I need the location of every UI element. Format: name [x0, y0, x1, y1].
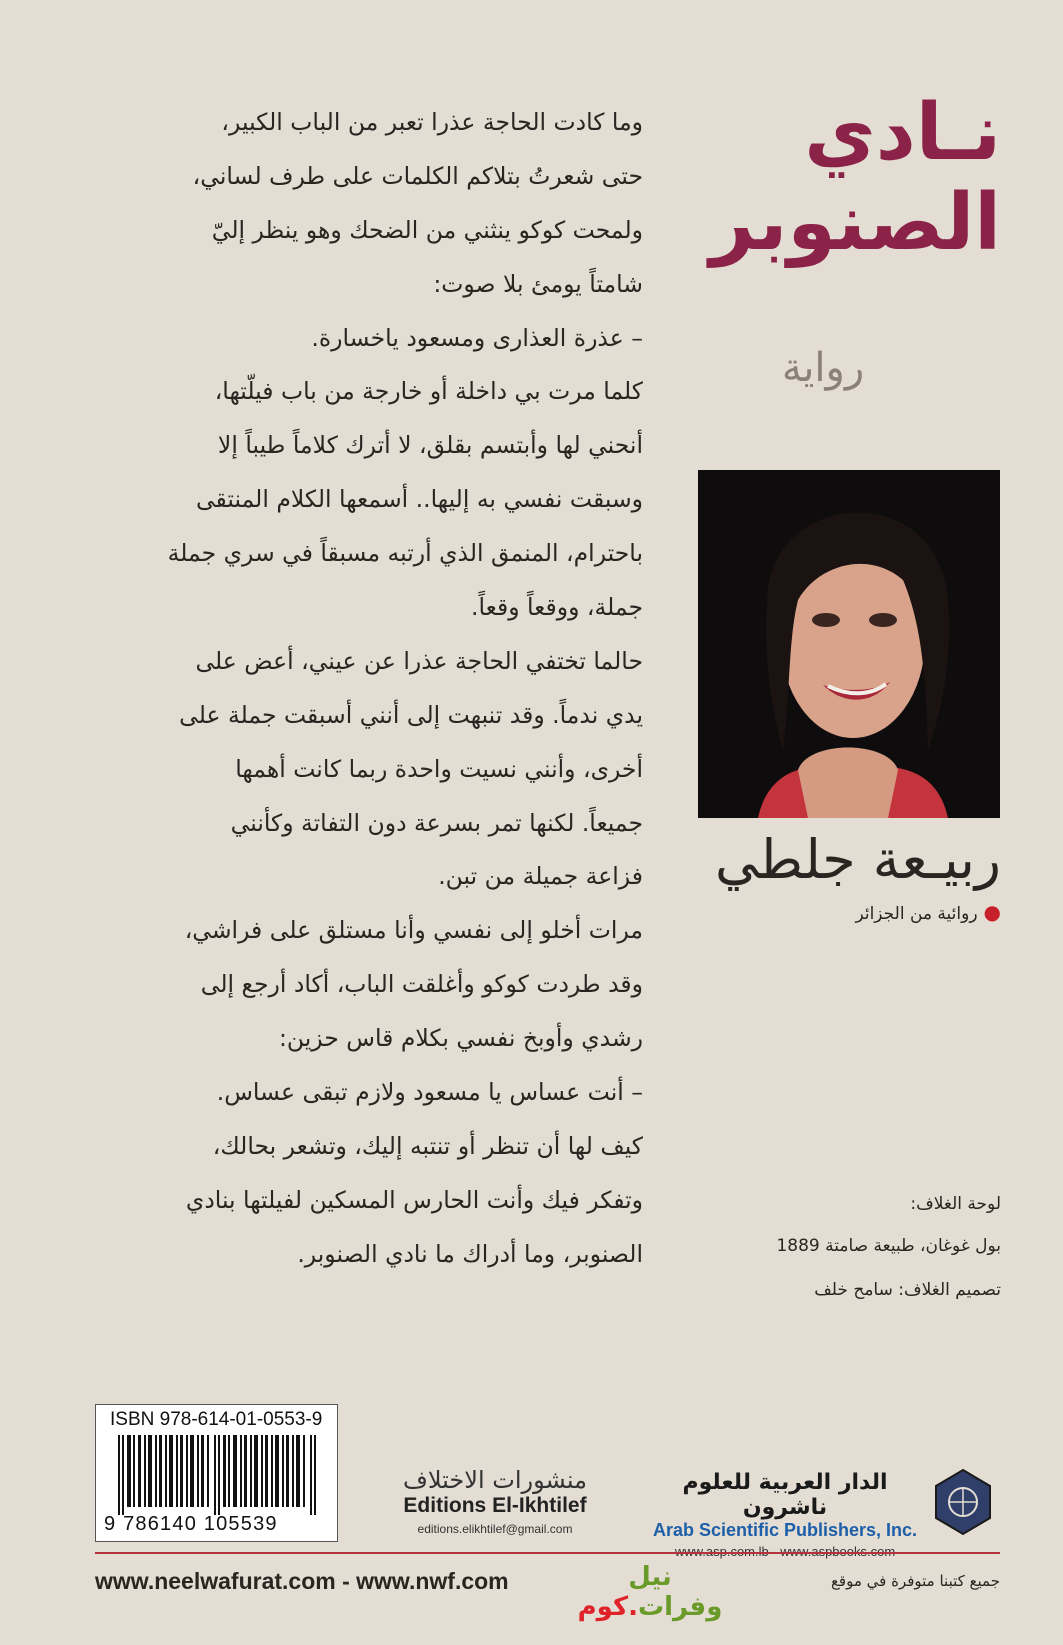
publisher-ikhtilef-name: Editions El-Ikhtilef [403, 1494, 587, 1517]
excerpt-line: – عذرة العذارى ومسعود ياخسارة. [311, 323, 643, 352]
footer-urls[interactable]: www.neelwafurat.com - www.nwf.com [95, 1568, 509, 1594]
barcode-digits: 9 786140 105539 [104, 1513, 278, 1535]
author-name: ربيـعة جلطي [715, 828, 1001, 891]
cover-art-label: لوحة الغلاف: [910, 1194, 1001, 1214]
excerpt-line: كيف لها أن تنظر أو تنتبه إليك، وتشعر بحالك، [212, 1131, 643, 1160]
nwf-logo-suffix: .كوم [577, 1592, 638, 1622]
footer-note: جميع كتبنا متوفرة في موقع [830, 1572, 1000, 1590]
publisher-ikhtilef-arabic: منشورات الاختلاف [402, 1466, 588, 1494]
excerpt-line: جميعاً. لكنها تمر بسرعة دون التفاتة وكأنني [230, 808, 643, 837]
excerpt-line: وتفكر فيك وأنت الحارس المسكين لفيلتها بنادي [185, 1185, 643, 1214]
footer-bar [95, 1562, 1000, 1622]
back-cover-excerpt [88, 96, 643, 1282]
nwf-logo-name: نيل وفرات [628, 1562, 723, 1622]
nwf-logo [555, 1562, 745, 1622]
publisher-asp [640, 1470, 930, 1559]
excerpt-line: يدي ندماً. وقد تنبهت إلى أنني أسبقت جملة على [179, 700, 643, 729]
excerpt-line: وقد طردت كوكو وأغلقت الباب، أكاد أرجع إلى [200, 970, 643, 999]
excerpt-line: رشدي وأوبخ نفسي بكلام قاس حزين: [278, 1024, 643, 1053]
excerpt-line: مرات أخلو إلى نفسي وأنا مستلق على فراشي، [184, 916, 643, 945]
excerpt-line: حتى شعرتُ بتلاكم الكلمات على طرف لساني، [192, 161, 643, 190]
excerpt-line: الصنوبر، وما أدراك ما نادي الصنوبر. [297, 1239, 643, 1268]
excerpt-line: كلما مرت بي داخلة أو خارجة من باب فيلّتها، [214, 377, 643, 406]
author-subtitle [681, 900, 1001, 924]
bullet-dot-icon: ● [983, 900, 1001, 924]
title-line-2: الصنوبر [709, 178, 1001, 268]
isbn-number: ISBN 978-614-01-0553-9 [110, 1409, 323, 1430]
cover-credits [681, 1183, 1001, 1311]
excerpt-line: شامتاً يومئ بلا صوت: [433, 269, 643, 298]
genre-label: رواية [781, 345, 865, 391]
excerpt-line: حالما تختفي الحاجة عذرا عن عيني، أعض على [195, 646, 643, 675]
isbn-barcode [95, 1404, 338, 1542]
excerpt-line: ولمحت كوكو ينثني من الضحك وهو ينظر إليّ [211, 215, 643, 244]
footer-divider [95, 1552, 1000, 1554]
publisher-asp-name: Arab Scientific Publishers, Inc. [652, 1520, 918, 1540]
cover-art-credit: بول غوغان، طبيعة صامتة 1889 [776, 1236, 1001, 1256]
excerpt-line: أخرى، وأنني نسيت واحدة ربما كانت أهمها [235, 754, 643, 783]
author-photo [698, 470, 1000, 818]
excerpt-line: جملة، ووقعاً وقعاً. [471, 593, 643, 622]
cover-design-credit: تصميم الغلاف: سامح خلف [814, 1280, 1001, 1300]
publisher-asp-arabic: الدار العربية للعلوم ناشرون [682, 1470, 888, 1520]
excerpt-line: أنحني لها وأبتسم بقلق، لا أترك كلاماً طيباً إلا [217, 431, 643, 460]
barcode-bars-icon [118, 1435, 318, 1515]
excerpt-line: وما كادت الحاجة عذرا تعبر من الباب الكبير، [221, 108, 643, 136]
author-subtitle-text: روائية من الجزائر [855, 904, 978, 924]
excerpt-line: باحترام، المنمق الذي أرتبه مسبقاً في سري جملة [167, 539, 643, 568]
excerpt-line: – أنت عساس يا مسعود ولازم تبقى عساس. [216, 1078, 643, 1107]
publisher-ikhtilef-email: editions.elikhtilef@gmail.com [417, 1522, 573, 1536]
excerpt-line: فزاعة جميلة من تبن. [438, 862, 643, 891]
book-title [641, 88, 1001, 268]
title-line-1: نـادي [804, 88, 1001, 178]
asp-logo-icon [932, 1468, 994, 1538]
publisher-ikhtilef [390, 1466, 600, 1536]
excerpt-line: وسبقت نفسي به إليها.. أسمعها الكلام المنتقى [195, 485, 643, 514]
